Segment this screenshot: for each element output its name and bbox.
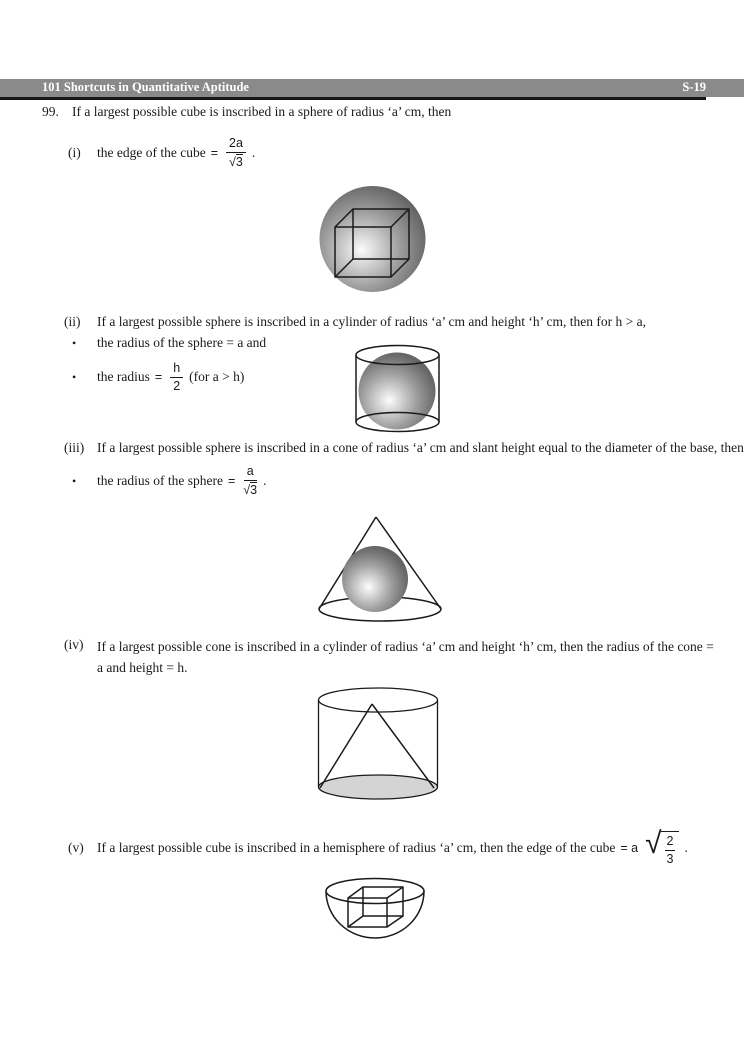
bullet-icon: • <box>72 369 77 384</box>
equals-sign: = <box>210 146 219 160</box>
radical-sqrt-2-over-3: √ $\frac{2}{3}$ <box>645 830 679 867</box>
item-v <box>68 828 688 868</box>
cone-in-cylinder-diagram <box>309 684 446 801</box>
item-iv-text: If a largest possible cone is inscribed in a cylinder of radius ‘a’ cm and height ‘h’ cm, then the radius of the cone = a and height = h. <box>97 639 714 675</box>
sphere <box>342 546 408 612</box>
fraction-2a-over-sqrt3: 2a √ 3 <box>226 136 246 170</box>
item-i <box>68 136 255 170</box>
book-title: 101 Shortcuts in Quantitative Aptitude <box>42 80 249 94</box>
item-iv-label: (iv) <box>64 637 84 652</box>
page-header <box>0 79 744 97</box>
cube-wireframe <box>348 887 403 927</box>
figure-cone-in-cylinder <box>309 684 446 801</box>
item-iii-bullet <box>72 463 266 499</box>
item-ii-bullet-1 <box>72 335 266 351</box>
figure-cube-in-hemisphere <box>323 876 427 940</box>
item-iv <box>64 637 717 678</box>
bullet-icon: • <box>72 473 77 488</box>
item-ii-label: (ii) <box>64 314 81 329</box>
bullet-2-condition: (for a > h) <box>189 369 245 384</box>
item-iii-label: (iii) <box>64 440 85 455</box>
sphere-in-cylinder-diagram <box>353 344 442 433</box>
period: . <box>684 840 688 855</box>
bullet-text: the radius of the sphere <box>97 473 223 488</box>
bullet-icon: • <box>72 335 77 350</box>
bullet-1-text: the radius of the sphere = a and <box>97 335 267 350</box>
header-underline <box>0 97 706 100</box>
item-ii-text: If a largest possible sphere is inscribed in a cylinder of radius ‘a’ cm and height ‘h’ cm, then for h > a, <box>97 314 646 329</box>
sqrt-sign: √ <box>229 155 236 169</box>
period: . <box>251 145 256 160</box>
question-number: 99. <box>42 104 59 119</box>
equals-a: = a <box>620 841 639 855</box>
sqrt-sign: √ <box>645 826 662 860</box>
question-intro: If a largest possible cube is inscribed in a sphere of radius ‘a’ cm, then <box>72 104 452 119</box>
equals-sign: = <box>227 474 236 488</box>
figure-sphere-in-cylinder <box>353 344 442 433</box>
period: . <box>263 473 267 488</box>
question-row <box>42 104 451 120</box>
bullet-2-text: the radius <box>97 369 150 384</box>
sqrt-sign: √ <box>243 483 251 497</box>
cube-in-hemisphere-diagram <box>323 876 427 940</box>
equals-sign: = <box>154 370 163 384</box>
item-ii <box>64 314 646 330</box>
figure-sphere-in-cone <box>314 509 446 625</box>
item-ii-bullet-2 <box>72 360 244 394</box>
cube-in-sphere-diagram <box>319 185 426 293</box>
fraction-a-over-sqrt3: a √ 3 <box>243 464 258 497</box>
item-iii-text: If a largest possible sphere is inscribed in a cone of radius ‘a’ cm and slant height equal to the diameter of the base, then <box>97 440 744 455</box>
figure-cube-in-sphere <box>319 185 426 293</box>
fraction-h-over-2: $\frac{h}{2}$ <box>170 361 183 394</box>
cylinder-base <box>319 775 438 799</box>
sphere-in-cone-diagram <box>314 509 446 625</box>
item-iii <box>64 440 744 456</box>
page-number: S-19 <box>682 80 706 94</box>
item-i-text: the edge of the cube <box>97 145 206 160</box>
item-v-text: If a largest possible cube is inscribed in a hemisphere of radius ‘a’ cm, then the edge of the cube <box>97 840 616 855</box>
item-i-label: (i) <box>68 145 81 160</box>
item-v-label: (v) <box>68 840 84 855</box>
cylinder-top <box>319 688 438 712</box>
